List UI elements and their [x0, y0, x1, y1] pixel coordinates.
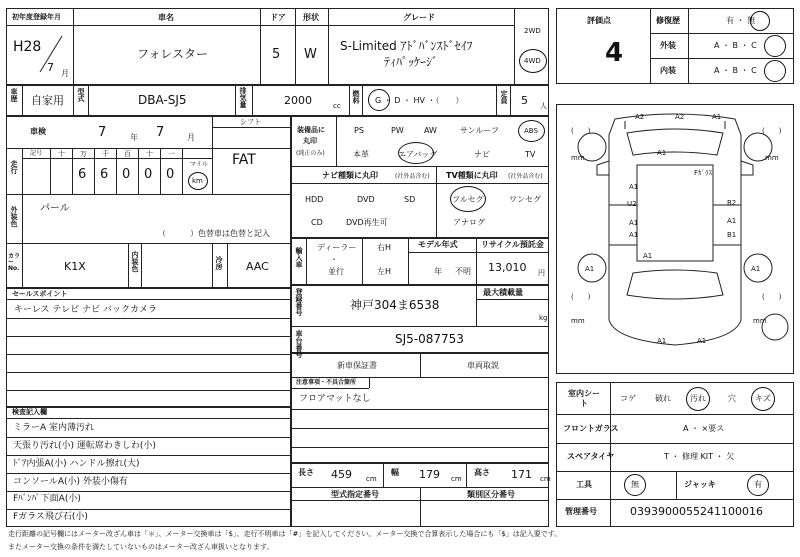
door-label: ドア — [270, 13, 286, 22]
inspection-year: 7 — [98, 125, 107, 140]
width-value: 179 — [419, 468, 440, 481]
displacement-label: 排気量 — [239, 87, 247, 108]
recycle-value: 13,010 — [488, 261, 527, 274]
import-dot: ・ — [330, 255, 338, 264]
equip-ps: PS — [354, 126, 364, 135]
svg-text:A1: A1 — [629, 219, 639, 227]
equipment-label-3: (純正のみ) — [296, 150, 325, 157]
registration-label: 登録番号 — [295, 288, 303, 316]
aircon-value: AAC — [246, 260, 269, 273]
spare-tire-label: スペアタイヤ — [567, 452, 615, 461]
svg-text:( ): ( ) — [762, 293, 782, 301]
equip-leather: 本革 — [353, 150, 369, 159]
inspector-line-5: Fﾊﾞﾝﾊﾟ下面A(小) — [13, 494, 81, 504]
svg-text:A1: A1 — [712, 113, 722, 121]
chassis-label: 車台番号 — [295, 330, 303, 358]
notice-label: 注意事項・不具合箇所 — [296, 379, 357, 386]
import-right-h: 右H — [377, 243, 392, 252]
length-label: 長さ — [298, 468, 314, 477]
navi-dvd: DVD — [357, 195, 375, 204]
interior-c-circle — [764, 60, 786, 82]
mileage-grid-line — [182, 149, 183, 194]
first-reg-era: H28 — [13, 39, 42, 55]
inspector-line-4: コンソールA(小) 外装小傷有 — [13, 477, 128, 487]
tv-oneseg: ワンセグ — [509, 195, 541, 204]
first-reg-label: 初年度登録年月 — [12, 13, 61, 21]
inspection-month: 7 — [156, 125, 165, 140]
warranty-manual: 車両取説 — [467, 361, 499, 370]
inspection-month-unit: 月 — [187, 133, 195, 142]
width-cm: cm — [451, 475, 462, 483]
tools-label: 工具 — [576, 480, 592, 489]
cc-unit: cc — [333, 102, 341, 110]
navi-dvd-play: DVD再生可 — [346, 218, 388, 227]
registration-value: 神戸304ま6538 — [350, 298, 440, 312]
mile-label: マイル — [190, 161, 208, 168]
seat-scratch: キズ — [755, 394, 771, 403]
mileage-grid-line — [116, 149, 117, 194]
equip-navi: ナビ — [474, 150, 490, 159]
seat-hole: 穴 — [728, 394, 736, 403]
seat-label: 室内シート — [568, 389, 600, 409]
car-diagram — [557, 105, 793, 373]
repair-options: 有 ・ 無 — [726, 16, 756, 25]
sales-point-label: セールスポイント — [12, 290, 68, 298]
length-value: 459 — [331, 468, 352, 481]
grade-line2: ﾃｨﾊﾟｯｹｰｼﾞ — [384, 55, 439, 69]
svg-text:A1: A1 — [629, 231, 639, 239]
svg-text:A1: A1 — [629, 183, 639, 191]
recycle-label: リサイクル預託金 — [481, 240, 544, 249]
svg-text:( ): ( ) — [762, 127, 782, 135]
height-label: 高さ — [474, 468, 490, 477]
tools-value: 無 — [631, 480, 639, 489]
jack-value: 有 — [754, 480, 762, 489]
svg-text:mm: mm — [753, 317, 767, 325]
mileage-digit-header: 百 — [124, 150, 131, 158]
first-reg-month-unit: 月 — [61, 69, 69, 78]
equip-tv: TV — [525, 150, 536, 159]
equip-abs: ABS — [524, 127, 538, 135]
svg-text:B1: B1 — [727, 231, 737, 239]
model-year-unknown: 不明 — [455, 267, 471, 276]
notice-text: フロアマットなし — [299, 394, 371, 404]
svg-text:A1: A1 — [585, 265, 595, 273]
color-repaint-note: （ ）色替車は色替と記入 — [158, 229, 270, 238]
capacity-value: 5 — [521, 94, 528, 107]
seat-stain: 汚れ — [690, 394, 706, 403]
drive-2wd: 2WD — [524, 27, 541, 35]
recycle-yen: 円 — [538, 269, 545, 277]
equip-sunroof: サンルーフ — [460, 126, 499, 135]
interior-options: A ・ B ・ C — [714, 66, 757, 75]
repair-label: 修復歴 — [656, 16, 680, 25]
inspection-year-unit: 年 — [130, 133, 138, 142]
model-label: 型式 — [77, 88, 85, 102]
color-no-label: カラーNo. — [8, 253, 21, 272]
color-no-value: K1X — [64, 260, 86, 273]
capacity-label: 定員 — [500, 90, 508, 104]
exterior-options: A ・ B ・ C — [714, 41, 757, 50]
mileage-digit: 0 — [166, 167, 175, 182]
mileage-digit-header: 十 — [58, 150, 65, 158]
mileage-digit: 6 — [100, 167, 109, 182]
import-label: 輸入車 — [295, 247, 303, 268]
shift-label: シフト — [240, 118, 261, 126]
model-year-label: モデル年式 — [418, 240, 458, 249]
svg-text:A2: A2 — [675, 113, 685, 121]
type-cert-label: 型式指定番号 — [331, 490, 379, 499]
svg-text:A1: A1 — [657, 149, 667, 157]
navi-sub: (社外品含む) — [395, 173, 430, 180]
import-dealer: ディーラー — [317, 243, 357, 252]
equip-airbag: エアバッグ — [398, 150, 438, 159]
seat-yabure: 破れ — [655, 394, 671, 403]
warranty-new-car: 新車保証書 — [337, 361, 377, 370]
chassis-value: SJ5-087753 — [395, 332, 464, 346]
navi-sd: SD — [404, 195, 416, 204]
footer-line-2: またメーター交換の条件を満たしていないものはメーター改ざん車扱いとなります。 — [8, 543, 274, 551]
mileage-grid-line — [72, 149, 73, 194]
svg-text:Fｶﾞﾗｽ: Fｶﾞﾗｽ — [694, 169, 713, 177]
mileage-digit: 6 — [78, 167, 87, 182]
usage-value: 自家用 — [31, 94, 64, 107]
inspector-line-3: ﾄﾞｱ内張A(小) ハンドル擦れ(大) — [13, 459, 140, 469]
interior-label: 内装 — [660, 66, 676, 75]
displacement-value: 2000 — [284, 94, 312, 107]
max-load-kg: kg — [539, 314, 548, 322]
mileage-grid-line — [138, 149, 139, 194]
equip-aw: AW — [424, 126, 437, 135]
spare-tire-value: T ・ 修理 KIT ・ 欠 — [664, 452, 735, 461]
length-cm: cm — [366, 475, 377, 483]
score-label: 評価点 — [587, 16, 611, 25]
import-parallel: 並行 — [328, 267, 344, 276]
model-year-unit: 年 — [434, 267, 442, 276]
color-label: 外装色 — [10, 206, 18, 227]
mileage-digit-header: 一 — [168, 150, 175, 158]
navi-hdd: HDD — [305, 195, 324, 204]
mileage-label: 走行 — [10, 160, 18, 174]
fuel-options: G ・ D ・ HV ・（ ） — [375, 96, 464, 105]
grade-label: グレード — [403, 13, 435, 22]
tv-sub: (社外品含む) — [508, 173, 543, 180]
tv-label: TV種類に丸印 — [446, 171, 498, 180]
navi-label: ナビ種類に丸印 — [322, 171, 378, 180]
svg-text:A1: A1 — [697, 337, 707, 345]
repair-none-circle — [750, 11, 770, 31]
svg-text:A1: A1 — [643, 252, 653, 260]
inspector-label: 検査記入欄 — [12, 408, 47, 416]
svg-text:U2: U2 — [627, 200, 637, 208]
management-value: 0393900055241100016 — [630, 505, 763, 518]
shape-value: W — [304, 47, 317, 62]
mileage-digit-header: 千 — [102, 150, 109, 158]
equipment-label-1: 装備品に — [297, 126, 325, 134]
svg-text:A1: A1 — [657, 337, 667, 345]
inspector-line-6: Fガラス飛び石(小) — [13, 512, 88, 522]
fuel-label: 燃料 — [352, 90, 360, 104]
equip-pw: PW — [391, 126, 404, 135]
exterior-c-circle — [764, 35, 786, 57]
mileage-digit: 0 — [144, 167, 153, 182]
seat-kogo: コゲ — [620, 394, 636, 403]
mileage-grid-line — [160, 149, 161, 194]
usage-label: 車歴 — [10, 88, 18, 102]
navi-cd: CD — [311, 218, 323, 227]
inspector-line-1: ミラーA 室内薄汚れ — [13, 423, 95, 433]
color-value: パール — [40, 203, 70, 214]
svg-text:B2: B2 — [727, 199, 737, 207]
mileage-digit-header: 十 — [146, 150, 153, 158]
mileage-digit-header: 万 — [80, 150, 87, 158]
class-cert-label: 類別区分番号 — [467, 490, 515, 499]
equipment-label-2: 丸印 — [303, 137, 317, 145]
exterior-label: 外装 — [660, 41, 676, 50]
svg-text:A2: A2 — [635, 113, 645, 121]
width-label: 幅 — [391, 468, 399, 477]
svg-text:( ): ( ) — [571, 127, 591, 135]
sales-point-text: キーレス テレビ ナビ バックカメラ — [14, 305, 157, 315]
mileage-sign-label: 記号 — [30, 150, 43, 157]
height-value: 171 — [511, 468, 532, 481]
first-reg-month: 7 — [47, 61, 54, 74]
front-glass-value: A ・ ×要ス — [683, 424, 725, 433]
shift-value: FAT — [232, 152, 256, 168]
svg-text:A1: A1 — [727, 217, 737, 225]
km-label: km — [192, 177, 203, 185]
mileage-digit: 0 — [122, 167, 131, 182]
car-name: フォレスター — [137, 47, 209, 61]
jack-label: ジャッキ — [684, 480, 716, 489]
car-name-label: 車名 — [158, 13, 174, 22]
inspector-line-2: 天張り汚れ(小) 運転席わきしわ(小) — [13, 441, 156, 451]
aircon-label: 冷房 — [215, 256, 223, 270]
inspection-label: 車検 — [30, 127, 46, 136]
footer-line-1: 走行距離の記号欄にはメーター改ざん車は「＊」、メーター交換車は「$」、走行不明車は「#」を記入してください。メーター交換で合算表示した場合にも「$」は記入要です。 — [8, 530, 562, 538]
drive-4wd: 4WD — [524, 57, 541, 65]
management-label: 管理番号 — [565, 507, 597, 516]
front-glass-label: フロントガラス — [563, 424, 619, 433]
score-value: 4 — [605, 38, 624, 68]
interior-color-label: 内装色 — [131, 251, 139, 272]
mileage-grid-line — [94, 149, 95, 194]
svg-text:mm: mm — [571, 154, 585, 162]
svg-text:mm: mm — [571, 317, 585, 325]
svg-text:( ): ( ) — [571, 293, 591, 301]
svg-text:A1: A1 — [751, 265, 761, 273]
shape-label: 形状 — [303, 13, 319, 22]
grade-line1: S-Limited ｱﾄﾞﾊﾞﾝｽﾄﾞｾｲﾌ — [340, 39, 473, 53]
svg-text:mm: mm — [765, 154, 779, 162]
max-load-label: 最大積載量 — [483, 288, 523, 297]
person-unit: 人 — [540, 102, 547, 110]
height-cm: cm — [540, 475, 551, 483]
tv-analog: アナログ — [453, 218, 485, 227]
model-value: DBA-SJ5 — [138, 93, 187, 107]
tv-fullseg: フルセグ — [452, 195, 484, 204]
door-value: 5 — [272, 47, 281, 62]
import-left-h: 左H — [377, 267, 392, 276]
